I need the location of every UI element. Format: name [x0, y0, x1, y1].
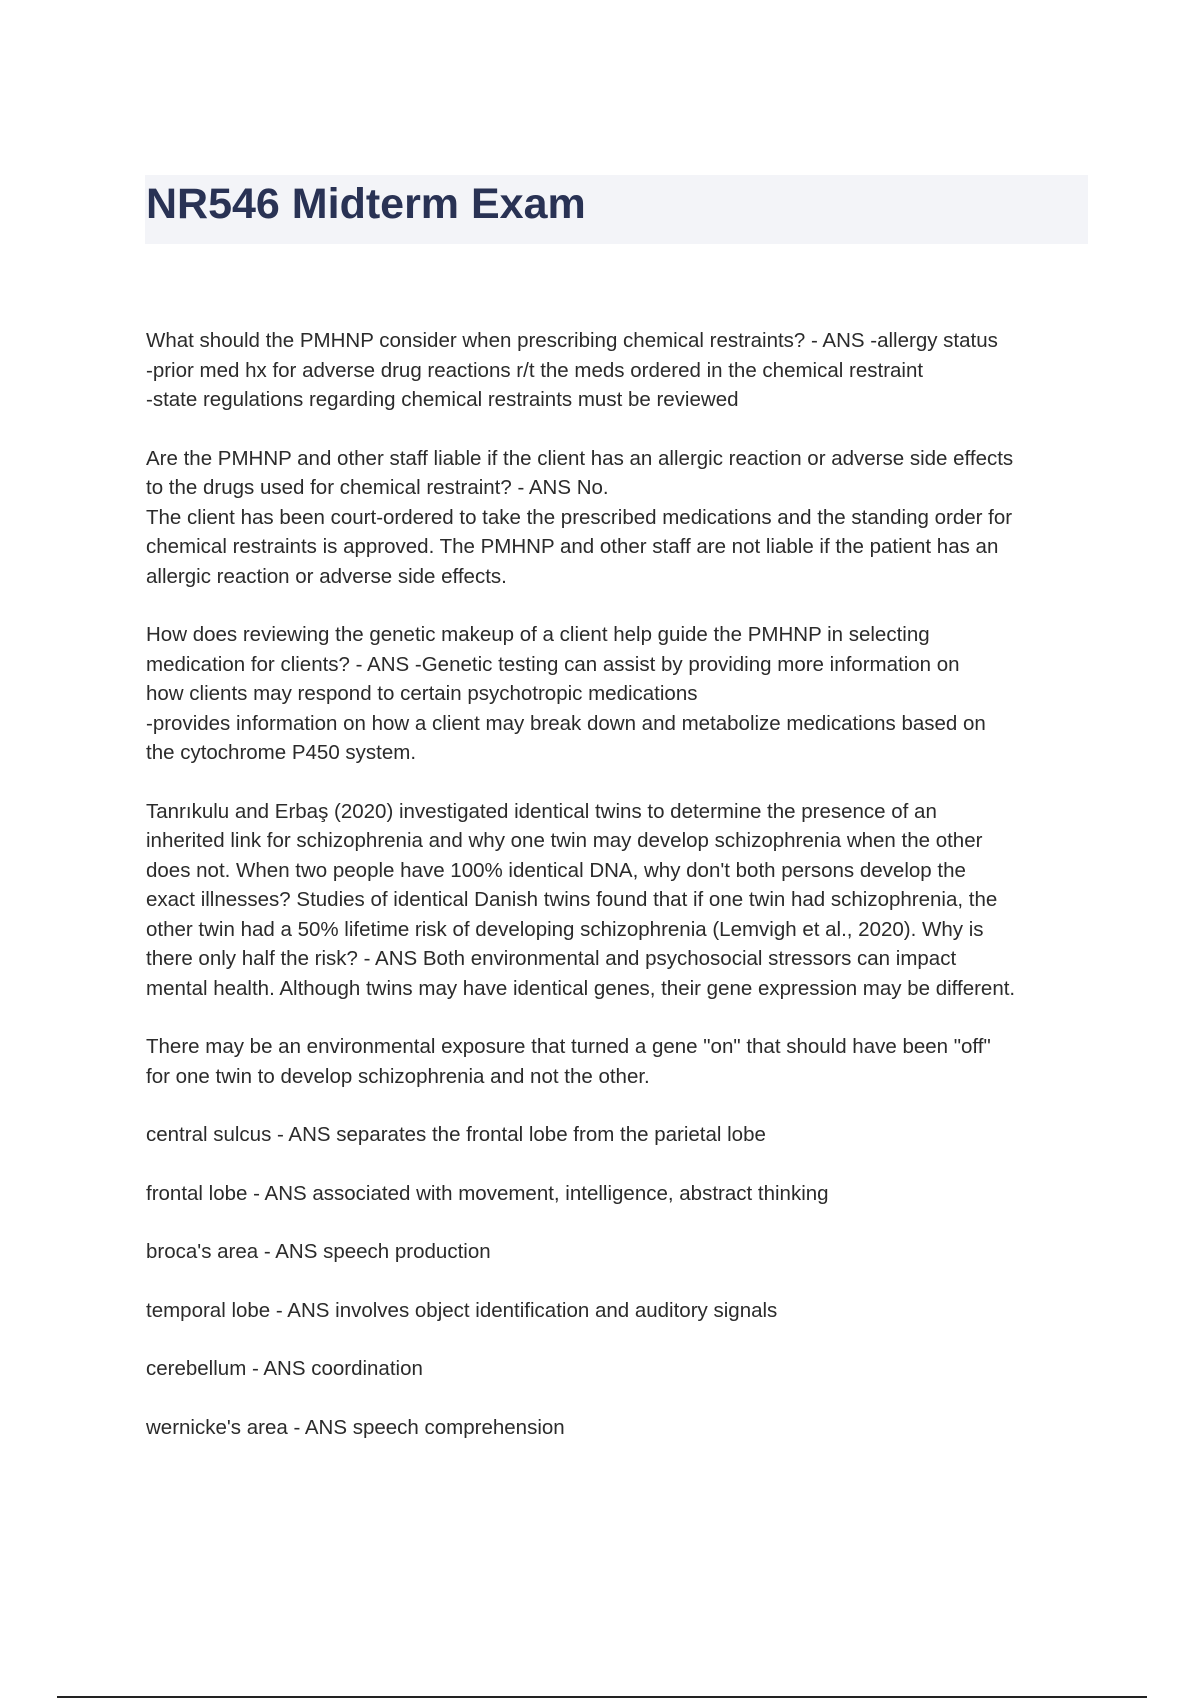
- qa-entry-genetic-makeup: [146, 620, 1096, 768]
- text-line: medication for clients? - ANS -Genetic testing can assist by providing more information on: [146, 652, 960, 676]
- document-body: [146, 326, 1096, 1471]
- qa-entry-central-sulcus: [146, 1120, 1096, 1150]
- text-line: chemical restraints is approved. The PMHNP and other staff are not liable if the patient has an: [146, 535, 999, 558]
- text-line: to the drugs used for chemical restraint? - ANS No.: [146, 476, 609, 499]
- document-title: NR546 Midterm Exam: [146, 180, 586, 228]
- text-line: cerebellum - ANS coordination: [146, 1357, 423, 1380]
- text-line: the cytochrome P450 system.: [146, 741, 417, 764]
- text-line: exact illnesses? Studies of identical Danish twins found that if one twin had schizophrenia, the: [146, 888, 998, 911]
- qa-entry-frontal-lobe: [146, 1179, 1096, 1209]
- text-line: allergic reaction or adverse side effects.: [146, 564, 507, 588]
- text-line: there only half the risk? - ANS Both environmental and psychosocial stressors can impact: [146, 947, 957, 970]
- text-line: Tanrıkulu and Erbaş (2020) investigated identical twins to determine the presence of an: [146, 799, 937, 823]
- text-line: inherited link for schizophrenia and why one twin may develop schizophrenia when the other: [146, 829, 983, 852]
- qa-entry-twins-schizophrenia: [146, 797, 1096, 1004]
- text-line: central sulcus - ANS separates the frontal lobe from the parietal lobe: [146, 1123, 766, 1146]
- text-line: -prior med hx for adverse drug reactions r/t the meds ordered in the chemical restraint: [146, 358, 924, 382]
- text-line: -state regulations regarding chemical restraints must be reviewed: [146, 388, 739, 411]
- text-line: There may be an environmental exposure that turned a gene "on" that should have been "off": [146, 1035, 991, 1058]
- text-line: What should the PMHNP consider when prescribing chemical restraints? - ANS -allergy status: [146, 329, 998, 352]
- qa-entry-chemical-restraints: [146, 326, 1096, 415]
- text-line: How does reviewing the genetic makeup of a client help guide the PMHNP in selecting: [146, 623, 930, 646]
- qa-entry-brocas-area: [146, 1237, 1096, 1267]
- text-line: mental health. Although twins may have identical genes, their gene expression may be different.: [146, 976, 1016, 1000]
- text-line: for one twin to develop schizophrenia and not the other.: [146, 1064, 650, 1088]
- qa-entry-wernickes-area: [146, 1413, 1096, 1443]
- text-line: wernicke's area - ANS speech comprehension: [146, 1415, 565, 1439]
- text-line: other twin had a 50% lifetime risk of developing schizophrenia (Lemvigh et al., 2020). Why is: [146, 917, 984, 941]
- text-line: Are the PMHNP and other staff liable if the client has an allergic reaction or adverse side effects: [146, 446, 1014, 470]
- text-line: broca's area - ANS speech production: [146, 1240, 491, 1263]
- qa-entry-gene-expression: [146, 1032, 1096, 1091]
- qa-entry-cerebellum: [146, 1354, 1096, 1384]
- footer-divider: [57, 1696, 1147, 1698]
- text-line: temporal lobe - ANS involves object identification and auditory signals: [146, 1298, 778, 1322]
- text-line: how clients may respond to certain psychotropic medications: [146, 682, 698, 705]
- text-line: The client has been court-ordered to take the prescribed medications and the standing order for: [146, 505, 1013, 529]
- text-line: does not. When two people have 100% identical DNA, why don't both persons develop the: [146, 858, 966, 882]
- text-line: -provides information on how a client may break down and metabolize medications based on: [146, 711, 986, 735]
- qa-entry-liability: [146, 444, 1096, 592]
- text-line: frontal lobe - ANS associated with movement, intelligence, abstract thinking: [146, 1181, 829, 1205]
- qa-entry-temporal-lobe: [146, 1296, 1096, 1326]
